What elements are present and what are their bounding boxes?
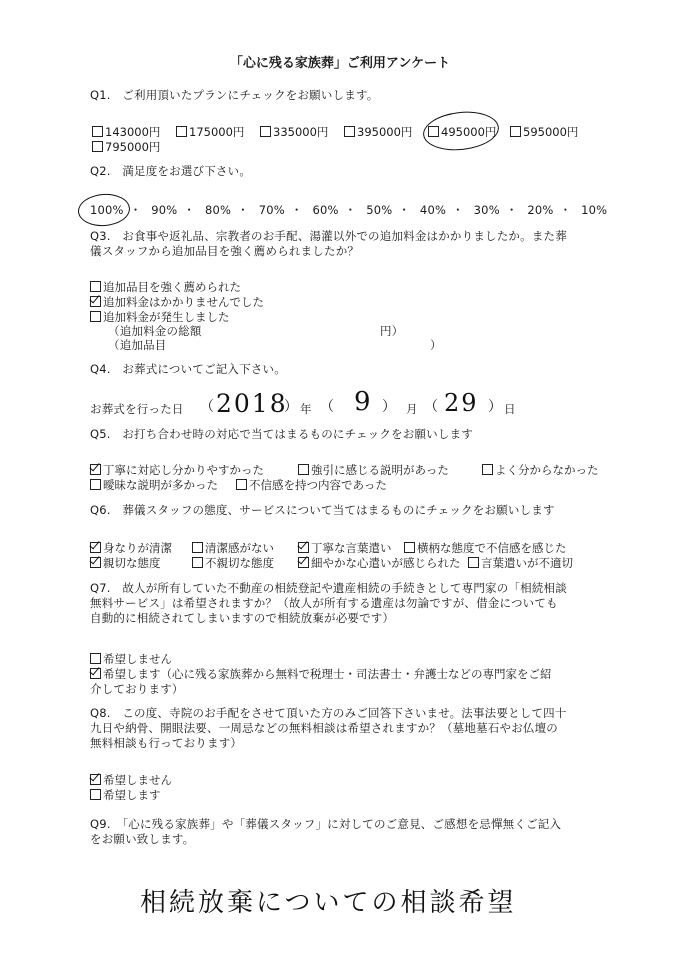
checkbox-checked[interactable] (298, 557, 309, 568)
q4-month-unit: 月 (406, 402, 418, 416)
q1-option-335000[interactable]: 335000円 (260, 125, 328, 140)
q4-month-close: ） (382, 399, 397, 415)
checkbox[interactable] (90, 311, 101, 322)
q2-question: Q2. 満足度をお選び下さい。 (90, 164, 252, 178)
q6-option-improper-words[interactable]: 言葉遣いが不適切 (468, 556, 573, 571)
q6-question: Q6. 葬儀スタッフの態度、サービスについて当てはまるものにチェックをお願いします (90, 503, 555, 517)
q3-option-recommended[interactable]: 追加品目を強く薦められた (90, 280, 241, 295)
q7-question-line2: 無料サービス」は希望されますか？（故人が所有する遺産は勿論ですが、借金についても (90, 596, 558, 610)
checkbox[interactable] (176, 126, 187, 137)
q6-option-polite-words[interactable]: 丁寧な言葉遣い (298, 541, 392, 556)
q3-items-close: ） (430, 338, 442, 352)
q1-option-395000[interactable]: 395000円 (344, 125, 412, 140)
q2-option-30[interactable]: 30% (473, 203, 500, 217)
q6-option-attentive[interactable]: 細やかな心遣いが感じられた (298, 556, 461, 571)
q3-amount-unit: 円） (380, 324, 404, 338)
q4-day-unit: 日 (504, 402, 516, 416)
q6-option-clean[interactable]: 身なりが清潔 (90, 541, 172, 556)
q3-option-no-extra-fee[interactable]: 追加料金はかかりませんでした (90, 295, 264, 310)
q3-items-label: （追加品目 (108, 338, 167, 352)
q1-option-143000[interactable]: 143000円 (92, 125, 160, 140)
q2-option-20[interactable]: 20% (527, 203, 554, 217)
checkbox[interactable] (468, 557, 479, 568)
checkbox[interactable] (482, 464, 493, 475)
q5-option-vague[interactable]: 曖昧な説明が多かった (90, 478, 218, 493)
q4-day-close: ） (488, 399, 503, 415)
checkbox[interactable] (192, 557, 203, 568)
q7-question-line3: 自動的に相続されてしまいますので相続放棄が必要です） (90, 611, 395, 625)
q4-day-value[interactable]: 29 (444, 389, 479, 417)
checkbox[interactable] (298, 464, 309, 475)
checkbox[interactable] (236, 479, 247, 490)
q4-year-open: （ (200, 399, 215, 415)
checkbox[interactable] (404, 542, 415, 553)
checkbox[interactable] (260, 126, 271, 137)
q2-option-90[interactable]: 90% (151, 203, 178, 217)
checkbox[interactable] (90, 479, 101, 490)
q3-amount-label: （追加料金の総額 (108, 324, 202, 338)
q1-option-795000[interactable]: 795000円 (92, 140, 160, 155)
checkbox[interactable] (90, 789, 101, 800)
q4-month-value[interactable]: 9 (354, 387, 371, 417)
q2-option-60[interactable]: 60% (312, 203, 339, 217)
q3-question-line2: 儀スタッフから追加品目を強く薦められましたか？ (90, 244, 360, 258)
q4-year-value[interactable]: 2018 (216, 389, 288, 418)
q5-option-pushy[interactable]: 強引に感じる説明があった (298, 463, 449, 478)
checkbox-checked[interactable] (90, 542, 101, 553)
checkbox[interactable] (90, 653, 101, 664)
checkbox[interactable] (510, 126, 521, 137)
q8-question-line3: 無料相談も行っております） (90, 736, 243, 750)
q9-question-line2: をお願い致します。 (90, 832, 195, 846)
q7-option-no[interactable]: 希望しません (90, 652, 172, 667)
q9-question-line1: Q9. 「心に残る家族葬」や「葬儀スタッフ」に対してのご意見、ご感想を忌憚無くご記入 (90, 817, 562, 831)
q1-selected-circle (421, 108, 501, 154)
q2-selected-circle (77, 192, 131, 228)
q1-option-595000[interactable]: 595000円 (510, 125, 578, 140)
q2-option-70[interactable]: 70% (258, 203, 285, 217)
checkbox[interactable] (92, 126, 103, 137)
q4-day-open: （ (424, 399, 439, 415)
q4-date-label: お葬式を行った日 (90, 402, 184, 416)
q2-option-10[interactable]: 10% (581, 203, 608, 217)
q9-answer-handwritten[interactable]: 相続放棄についての相談希望 (140, 888, 517, 918)
q8-option-yes[interactable]: 希望します (90, 788, 161, 803)
checkbox-checked[interactable] (298, 542, 309, 553)
survey-title: 「心に残る家族葬」ご利用アンケート (229, 56, 451, 71)
q6-option-unkind[interactable]: 不親切な態度 (192, 556, 274, 571)
q6-option-kind[interactable]: 親切な態度 (90, 556, 161, 571)
q2-option-100[interactable]: 100% (90, 203, 124, 217)
q5-option-polite[interactable]: 丁寧に対応し分かりやすかった (90, 463, 264, 478)
q3-question-line1: Q3. お食事や返礼品、宗教者のお手配、湯灌以外での追加料金はかかりましたか。また葬 (90, 229, 567, 243)
q6-option-arrogant[interactable]: 横柄な態度で不信感を感じた (404, 541, 567, 556)
checkbox-checked[interactable] (90, 557, 101, 568)
q2-option-40[interactable]: 40% (419, 203, 447, 217)
q8-option-no[interactable]: 希望しません (90, 773, 172, 788)
q4-question: Q4. お葬式についてご記入下さい。 (90, 362, 286, 376)
checkbox-checked[interactable] (90, 464, 101, 475)
q2-scale: 100% ・ 90% ・ 80% ・ 70% ・ 60% ・ 50% ・ 40% ・ 30% ・ 20% ・ 10% (90, 203, 608, 217)
checkbox-checked[interactable] (90, 774, 101, 785)
checkbox-checked[interactable] (90, 296, 101, 307)
q2-option-50[interactable]: 50% (366, 203, 393, 217)
checkbox[interactable] (344, 126, 355, 137)
checkbox-checked[interactable] (90, 668, 101, 679)
q6-option-unclean[interactable]: 清潔感がない (192, 541, 274, 556)
q7-option-yes-cont: 介しております） (90, 682, 184, 696)
q1-option-175000[interactable]: 175000円 (176, 125, 244, 140)
q5-option-unclear[interactable]: よく分からなかった (482, 463, 599, 478)
q5-option-distrust[interactable]: 不信感を持つ内容であった (236, 478, 387, 493)
q3-option-extra-fee[interactable]: 追加料金が発生しました (90, 310, 230, 325)
checkbox[interactable] (192, 542, 203, 553)
q1-option-495000[interactable]: 495000円 (428, 125, 496, 140)
checkbox[interactable] (90, 281, 101, 292)
q7-option-yes[interactable]: 希望します（心に残る家族葬から無料で税理士・司法書士・弁護士などの専門家をご紹 (90, 667, 552, 682)
q8-question-line2: 九日や納骨、開眼法要、一周忌などの無料相談は希望されますか？（墓地墓石やお仏壇の (90, 721, 558, 735)
checkbox[interactable] (92, 141, 103, 152)
q1-question: Q1. ご利用頂いたプランにチェックをお願いします。 (90, 88, 379, 102)
q4-month-open: （ (320, 399, 335, 415)
q7-question-line1: Q7. 故人が所有していた不動産の相続登記や遺産相続の手続きとして専門家の「相続相談 (90, 581, 567, 595)
q8-question-line1: Q8. この度、寺院のお手配をさせて頂いた方のみご回答下さいませ。法事法要として四十 (90, 706, 567, 720)
q5-question: Q5. お打ち合わせ時の対応で当てはまるものにチェックをお願いします (90, 427, 473, 441)
q4-year-unit: 年 (300, 402, 312, 416)
q4-year-close: ） (284, 399, 299, 415)
q2-option-80[interactable]: 80% (204, 203, 232, 217)
